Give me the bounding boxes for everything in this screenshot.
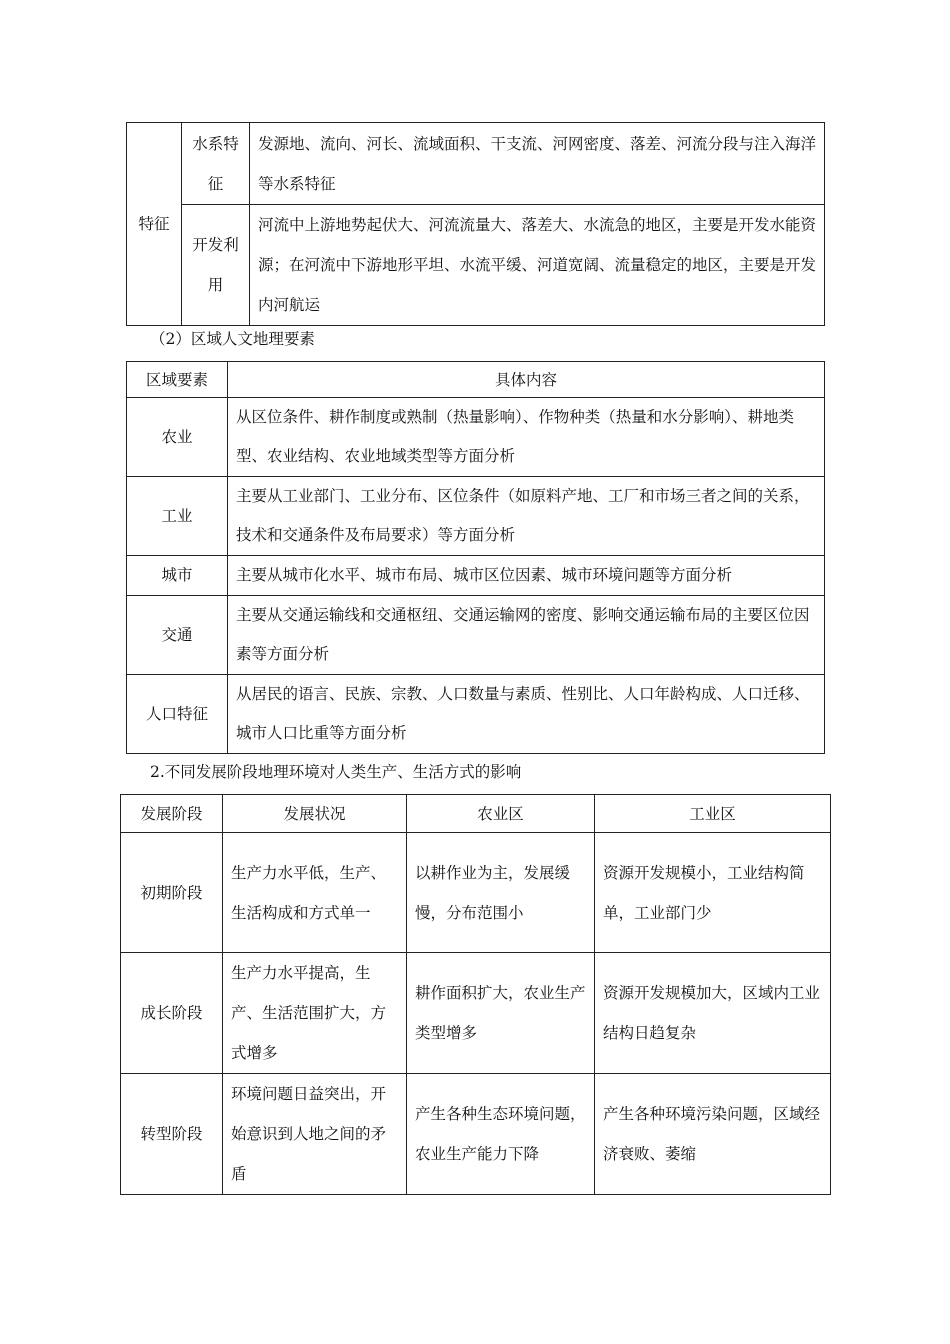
- industry-cell: 资源开发规模小，工业结构简单，工业部门少: [595, 833, 831, 953]
- element-cell: 工业: [127, 477, 228, 556]
- status-cell: 环境问题日益突出，开始意识到人地之间的矛盾: [223, 1074, 407, 1195]
- human-geography-table: [126, 361, 825, 754]
- header-cell: 区域要素: [127, 362, 228, 398]
- stage-cell: 转型阶段: [121, 1074, 223, 1195]
- feature-label: 特征: [127, 123, 182, 326]
- status-cell: 生产力水平低，生产、生活构成和方式单一: [223, 833, 407, 953]
- section-caption: 2.不同发展阶段地理环境对人类生产、生活方式的影响: [150, 763, 522, 781]
- section-caption: （2）区域人文地理要素: [150, 330, 315, 348]
- element-cell: 城市: [127, 556, 228, 596]
- agriculture-cell: 产生各种生态环境问题，农业生产能力下降: [407, 1074, 595, 1195]
- table-row: [127, 556, 825, 596]
- table-row: [121, 833, 831, 953]
- table-row: [127, 596, 825, 675]
- feature-sub-label: 开发利用: [182, 205, 250, 326]
- agriculture-cell: 耕作面积扩大，农业生产类型增多: [407, 953, 595, 1074]
- header-cell: 农业区: [407, 795, 595, 833]
- content-cell: 主要从交通运输线和交通枢纽、交通运输网的密度、影响交通运输布局的主要区位因素等方面分析: [228, 596, 825, 675]
- industry-cell: 产生各种环境污染问题，区域经济衰败、萎缩: [595, 1074, 831, 1195]
- development-stage-table: [120, 794, 831, 1195]
- element-cell: 交通: [127, 596, 228, 675]
- header-cell: 发展状况: [223, 795, 407, 833]
- feature-content: 河流中上游地势起伏大、河流流量大、落差大、水流急的地区，主要是开发水能资源；在河流中下游地形平坦、水流平缓、河道宽阔、流量稳定的地区，主要是开发内河航运: [250, 205, 825, 326]
- content-cell: 从区位条件、耕作制度或熟制（热量影响）、作物种类（热量和水分影响）、耕地类型、农业结构、农业地域类型等方面分析: [228, 398, 825, 477]
- header-cell: 工业区: [595, 795, 831, 833]
- stage-cell: 成长阶段: [121, 953, 223, 1074]
- industry-cell: 资源开发规模加大，区域内工业结构日趋复杂: [595, 953, 831, 1074]
- content-cell: 从居民的语言、民族、宗教、人口数量与素质、性别比、人口年龄构成、人口迁移、城市人口比重等方面分析: [228, 675, 825, 754]
- content-cell: 主要从工业部门、工业分布、区位条件（如原料产地、工厂和市场三者之间的关系，技术和交通条件及布局要求）等方面分析: [228, 477, 825, 556]
- table-row: [127, 477, 825, 556]
- feature-content: 发源地、流向、河长、流域面积、干支流、河网密度、落差、河流分段与注入海洋等水系特征: [250, 123, 825, 205]
- agriculture-cell: 以耕作业为主，发展缓慢，分布范围小: [407, 833, 595, 953]
- header-cell: 具体内容: [228, 362, 825, 398]
- status-cell: 生产力水平提高，生产、生活范围扩大，方式增多: [223, 953, 407, 1074]
- feature-table: [126, 122, 825, 326]
- feature-sub-label: 水系特征: [182, 123, 250, 205]
- table-row: [127, 675, 825, 754]
- table-row: [121, 1074, 831, 1195]
- table-row: [121, 953, 831, 1074]
- table-row: [127, 398, 825, 477]
- element-cell: 人口特征: [127, 675, 228, 754]
- stage-cell: 初期阶段: [121, 833, 223, 953]
- header-cell: 发展阶段: [121, 795, 223, 833]
- content-cell: 主要从城市化水平、城市布局、城市区位因素、城市环境问题等方面分析: [228, 556, 825, 596]
- element-cell: 农业: [127, 398, 228, 477]
